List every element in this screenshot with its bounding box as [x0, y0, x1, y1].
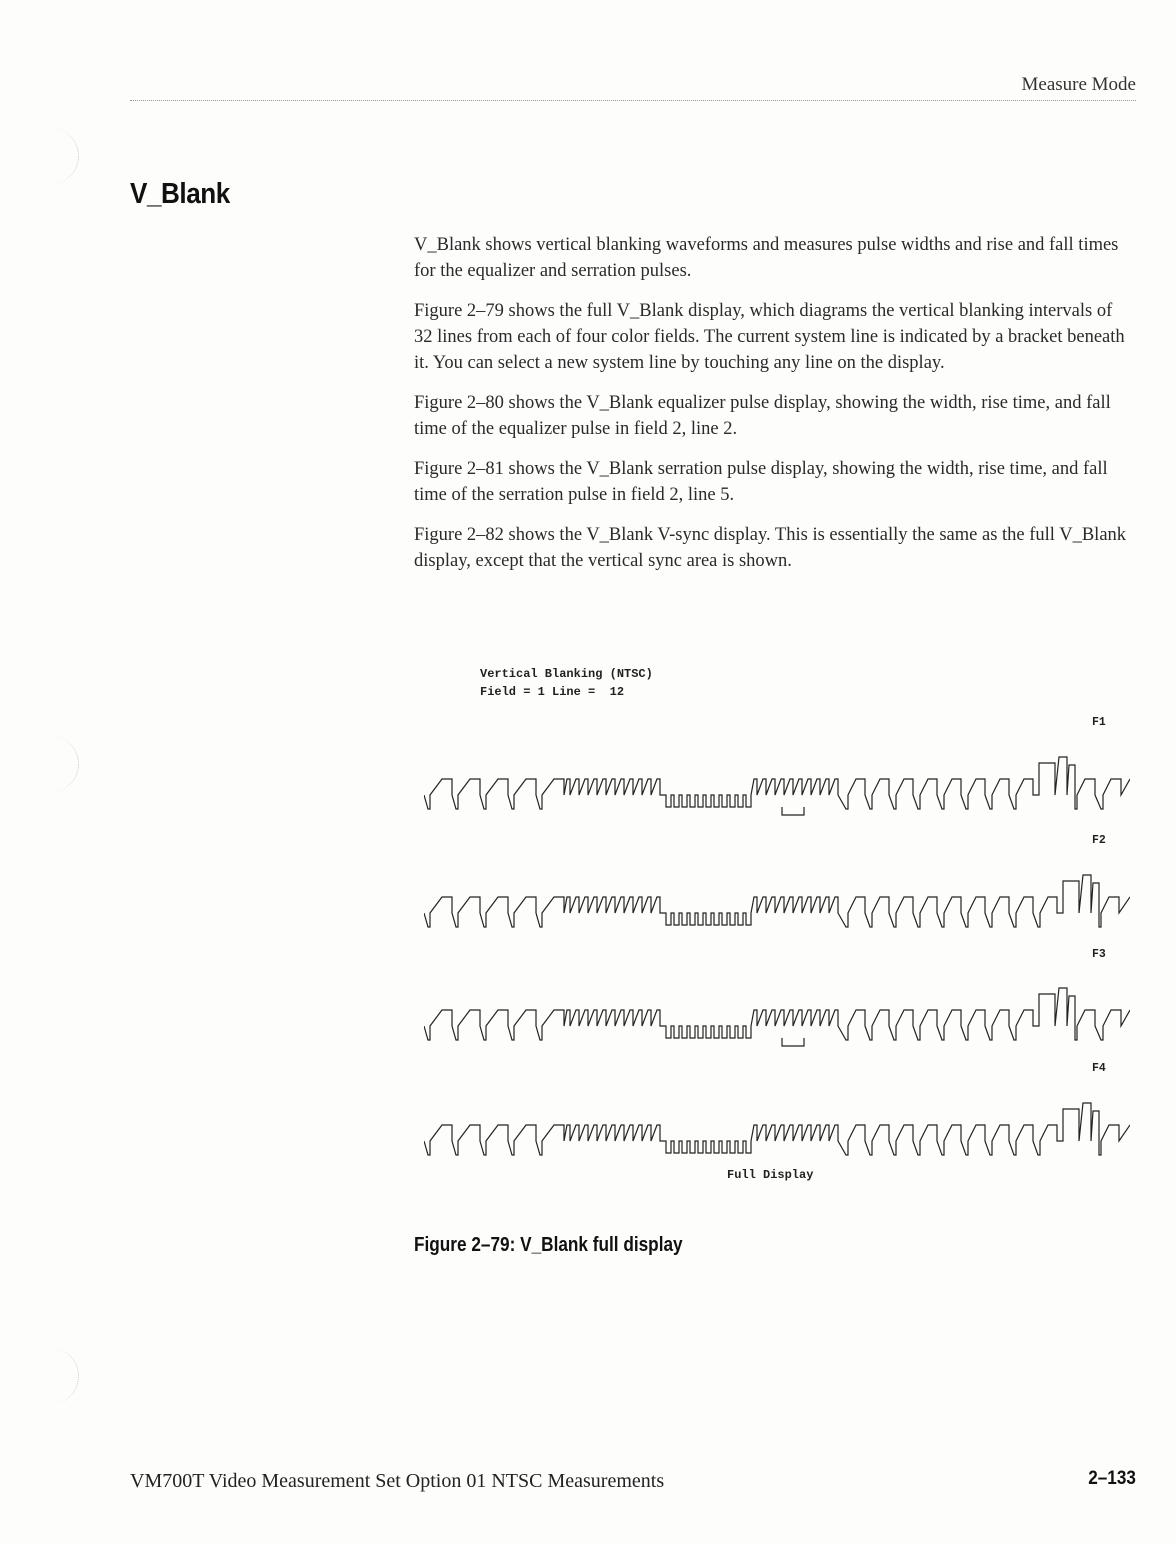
paragraph: Figure 2–81 shows the V_Blank serration pulse display, showing the width, rise time, and fall time of the serration pulse in field 2, line 5.	[414, 459, 1108, 505]
field-label-f4: F4	[1092, 1062, 1106, 1075]
screen-header	[480, 665, 653, 701]
paragraph: Figure 2–79 shows the full V_Blank display, which diagrams the vertical blanking intervals of 32 lines from each of four color fields. The current system line is indicated by a bracket beneath it. You can select a new system line by touching any line on the display.	[414, 301, 1125, 373]
binder-hole-mark	[30, 736, 79, 792]
running-header-title: Measure Mode	[1021, 74, 1136, 95]
screen-title: Vertical Blanking (NTSC)	[480, 667, 653, 681]
waveform-trace	[424, 1103, 1130, 1155]
binder-hole-mark	[30, 1348, 79, 1404]
waveform-trace	[424, 988, 1130, 1040]
field-label-f2: F2	[1092, 834, 1106, 847]
screen-status: Field = 1 Line = 12	[480, 685, 625, 699]
paragraph: Figure 2–80 shows the V_Blank equalizer pulse display, showing the width, rise time, and fall time of the equalizer pulse in field 2, line 2.	[414, 393, 1111, 439]
footer-page-number: 2–133	[1088, 1468, 1136, 1489]
section-heading: V_Blank	[130, 178, 230, 210]
paragraph: V_Blank shows vertical blanking waveforms and measures pulse widths and rise and fall times for the equalizer and serration pulses.	[414, 235, 1119, 281]
screen-caption: Full Display	[727, 1168, 814, 1182]
field-label-f3: F3	[1092, 948, 1106, 961]
binder-hole-mark	[30, 128, 79, 184]
waveform-field-4[interactable]	[424, 1081, 1130, 1181]
field-label-f1: F1	[1092, 716, 1106, 729]
body-text	[414, 232, 1132, 588]
waveform-trace	[424, 875, 1130, 927]
footer-document-title: VM700T Video Measurement Set Option 01 NTSC Measurements	[130, 1470, 665, 1492]
waveform-field-3[interactable]	[424, 966, 1130, 1066]
current-line-bracket	[782, 1038, 804, 1046]
waveform-field-1[interactable]	[424, 735, 1130, 835]
header-rule	[130, 100, 1136, 101]
figure-caption: Figure 2–79: V_Blank full display	[414, 1234, 683, 1256]
waveform-trace	[424, 757, 1130, 809]
waveform-field-2[interactable]	[424, 853, 1130, 953]
paragraph: Figure 2–82 shows the V_Blank V-sync display. This is essentially the same as the full V_Blank display, except that the vertical sync area is shown.	[414, 525, 1127, 571]
current-line-bracket	[782, 807, 804, 815]
